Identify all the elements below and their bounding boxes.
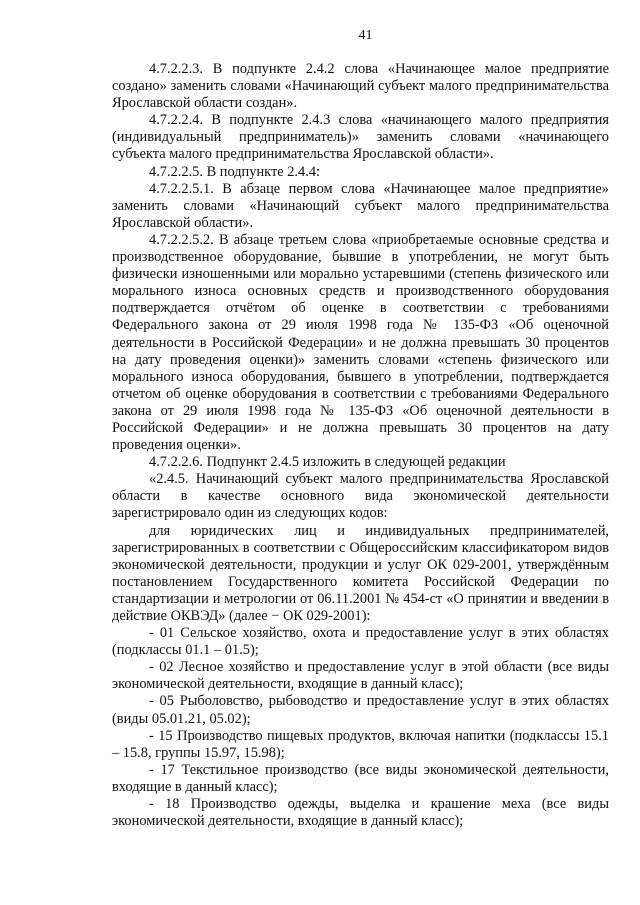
paragraph-4-7-2-2-5-1: 4.7.2.2.5.1. В абзаце первом слова «Начинающее малое предприятие» заменить словами «Начинающий субъект малого предпринимательства Ярославской области». [112,180,609,231]
list-item-code-17: - 17 Текстильное производство (все виды экономической деятельности, входящие в данный класс); [112,761,609,795]
paragraph-4-7-2-2-6: 4.7.2.2.6. Подпункт 2.4.5 изложить в следующей редакции [149,454,506,471]
paragraph-okved-intro: для юридических лиц и индивидуальных предпринимателей, зарегистрированных в соответствии с Общероссийским классификатором видов экономической деятельности, продукции и услуг ОК 029-2001, утверждённым постановлением Государственного комитета Российской Федерации по стандартизации и метрологии от 06.11.2001 № 454-ст «О принятии и введении в действие ОКВЭД» (далее − ОК 029-2001): [112,522,609,624]
paragraph-2-4-5: «2.4.5. Начинающий субъект малого предпринимательства Ярославской области в качестве основного вида экономической деятельности зарегистрировало один из следующих кодов: [112,471,609,522]
list-item-code-18: - 18 Производство одежды, выделка и крашение меха (все виды экономической деятельности, входящие в данный класс); [112,796,609,830]
list-item-code-15: - 15 Производство пищевых продуктов, включая напитки (подклассы 15.1 – 15.8, группы 15.97, 15.98); [112,727,609,761]
page-number: 41 [358,28,373,43]
list-item-code-05: - 05 Рыболовство, рыбоводство и предоставление услуг в этих областях (виды 05.01.21, 05.02); [112,693,609,727]
list-item-code-01: - 01 Сельское хозяйство, охота и предоставление услуг в этих областях (подклассы 01.1 – 01.5); [112,625,609,659]
paragraph-4-7-2-2-5-2: 4.7.2.2.5.2. В абзаце третьем слова «приобретаемые основные средства и производственное оборудование, бывшие в употреблении, не могут быть физически изношенными или морально устаревшими (степень физического или морального износа основных средств и производственного оборудования подтверждается отчётом об оценке в соответствии с требованиями Федерального закона от 29 июля 1998 года № 135-ФЗ «Об оценочной деятельности в Российской Федерации» и не должна превышать 30 процентов на дату проведения оценки)» заменить словами «степень физического или морального износа оборудования, бывшего в употреблении, подтверждается отчетом об оценке оборудования в соответствии с требованиями Федерального закона от 29 июля 1998 года № 135-ФЗ «Об оценочной деятельности в Российской Федерации» и не должна превышать 30 процентов на дату проведения оценки». [112,231,609,454]
paragraph-4-7-2-2-3: 4.7.2.2.3. В подпункте 2.4.2 слова «Начинающее малое предприятие создано» заменить словами «Начинающий субъект малого предпринимательства Ярославской области создан». [112,61,609,112]
list-item-code-02: - 02 Лесное хозяйство и предоставление услуг в этой области (все виды экономической деятельности, входящие в данный класс); [112,659,609,693]
paragraph-4-7-2-2-5: 4.7.2.2.5. В подпункте 2.4.4: [149,163,321,180]
paragraph-4-7-2-2-4: 4.7.2.2.4. В подпункте 2.4.3 слова «начинающего малого предприятия (индивидуальный предприниматель)» заменить словами «начинающего субъекта малого предпринимательства Ярославской области». [112,112,609,163]
